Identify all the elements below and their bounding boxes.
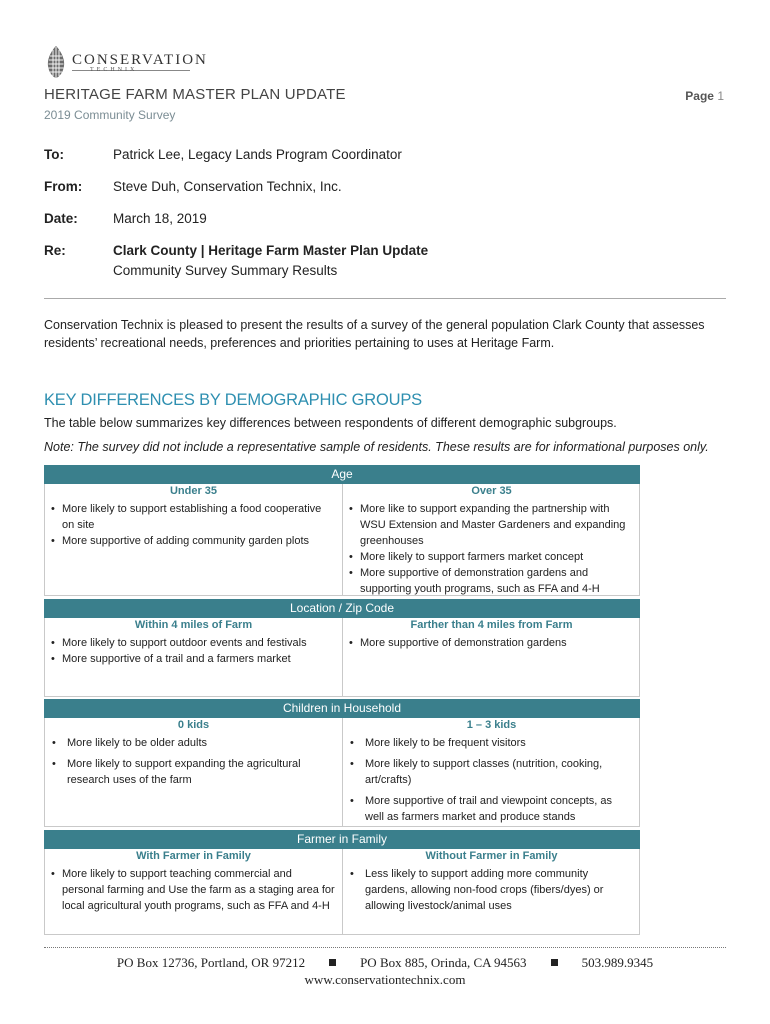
location-left-cell	[45, 618, 342, 696]
location-band: Location / Zip Code	[44, 599, 640, 618]
memo-from-label: From:	[44, 179, 83, 194]
children-left-list	[50, 735, 336, 788]
square-bullet-icon	[551, 959, 558, 966]
list-item: • More likely to be older adults	[50, 735, 336, 751]
document-title: HERITAGE FARM MASTER PLAN UPDATE	[44, 86, 346, 103]
farmer-right-list	[348, 866, 634, 914]
page-number: 1	[717, 89, 724, 103]
age-band: Age	[44, 465, 640, 484]
list-item: • More likely to support expanding the agricultural research uses of the farm	[50, 756, 336, 788]
list-item: • More supportive of demonstration gardens	[348, 635, 634, 651]
location-left-header: Within 4 miles of Farm	[134, 619, 253, 631]
location-right-cell	[342, 618, 640, 696]
pinecone-icon	[44, 44, 68, 80]
logo-subtext: TECHNIX	[90, 67, 138, 73]
list-item: • More supportive of demonstration gardens and supporting youth programs, such as FFA and 4-H	[348, 565, 634, 597]
list-item: • More supportive of a trail and a farmers market	[50, 651, 336, 667]
children-right-cell	[342, 718, 640, 826]
footer-divider	[44, 947, 726, 949]
age-left-header: Under 35	[169, 485, 218, 497]
children-row	[44, 718, 640, 827]
farmer-left-cell	[45, 849, 342, 934]
memo-re-line1: Clark County | Heritage Farm Master Plan Update	[113, 243, 429, 258]
memo-divider	[44, 298, 726, 299]
children-left-header: 0 kids	[177, 719, 210, 731]
age-right-cell	[342, 484, 640, 595]
age-left-cell	[45, 484, 342, 595]
document-subtitle: 2019 Community Survey	[44, 108, 176, 122]
children-band: Children in Household	[44, 699, 640, 718]
memo-to-label: To:	[44, 147, 64, 162]
list-item: • Less likely to support adding more community gardens, allowing non-food crops (fibers/dyes) or allowing livestock/animal uses	[348, 866, 634, 914]
children-left-cell	[45, 718, 342, 826]
list-item: • More likely to support teaching commercial and personal farming and Use the farm as a staging area for local agricultural youth programs, such as FFA and 4-H	[50, 866, 336, 914]
memo-re-label: Re:	[44, 243, 66, 258]
page-label: Page	[685, 89, 714, 103]
footer-phone: 503.989.9345	[581, 955, 654, 970]
farmer-right-cell	[342, 849, 640, 934]
children-right-list	[348, 735, 634, 825]
list-item: • More supportive of adding community garden plots	[50, 533, 336, 549]
farmer-band: Farmer in Family	[44, 830, 640, 849]
intro-paragraph: Conservation Technix is pleased to present the results of a survey of the general population Clark County that assesses residents’ recreational needs, preferences and priorities pertaining to uses at Heritage Farm.	[44, 318, 705, 350]
farmer-row	[44, 849, 640, 935]
age-row	[44, 484, 640, 596]
footer-address-portland: PO Box 12736, Portland, OR 97212	[116, 955, 306, 970]
section-note: Note: The survey did not include a representative sample of residents. These results are for informational purposes only.	[44, 440, 709, 454]
age-right-header: Over 35	[471, 485, 512, 497]
square-bullet-icon	[329, 959, 336, 966]
footer-address-orinda: PO Box 885, Orinda, CA 94563	[360, 955, 527, 970]
list-item: • More likely to be frequent visitors	[348, 735, 634, 751]
location-right-header: Farther than 4 miles from Farm	[410, 619, 573, 631]
memo-date-value: March 18, 2019	[113, 211, 207, 226]
farmer-right-header: Without Farmer in Family	[425, 850, 558, 862]
list-item: • More likely to support farmers market concept	[348, 549, 634, 565]
farmer-left-list	[50, 866, 336, 914]
page-indicator	[685, 89, 724, 103]
footer-website[interactable]: www.conservationtechnix.com	[304, 972, 466, 987]
company-logo	[44, 44, 208, 80]
list-item: • More likely to support outdoor events and festivals	[50, 635, 336, 651]
section-heading: KEY DIFFERENCES BY DEMOGRAPHIC GROUPS	[44, 391, 422, 409]
location-row	[44, 618, 640, 697]
memo-from-value: Steve Duh, Conservation Technix, Inc.	[113, 179, 342, 194]
memo-to-value: Patrick Lee, Legacy Lands Program Coordinator	[113, 147, 402, 162]
list-item: • More supportive of trail and viewpoint concepts, as well as farmers market and produce stands	[348, 793, 634, 825]
farmer-left-header: With Farmer in Family	[136, 850, 251, 862]
logo-wordmark: CONSERVATION	[72, 52, 208, 68]
footer-contact-line	[44, 955, 726, 971]
section-description: The table below summarizes key differences between respondents of different demographic subgroups.	[44, 416, 617, 430]
memo-date-label: Date:	[44, 211, 78, 226]
location-right-list	[348, 635, 634, 651]
list-item: • More likely to support establishing a food cooperative on site	[50, 501, 336, 533]
age-left-list	[50, 501, 336, 549]
list-item: • More like to support expanding the partnership with WSU Extension and Master Gardeners and expanding greenhouses	[348, 501, 634, 549]
list-item: • More likely to support classes (nutrition, cooking, art/crafts)	[348, 756, 634, 788]
memo-re-line2: Community Survey Summary Results	[113, 263, 338, 278]
age-right-list	[348, 501, 634, 597]
location-left-list	[50, 635, 336, 667]
children-right-header: 1 – 3 kids	[466, 719, 517, 731]
